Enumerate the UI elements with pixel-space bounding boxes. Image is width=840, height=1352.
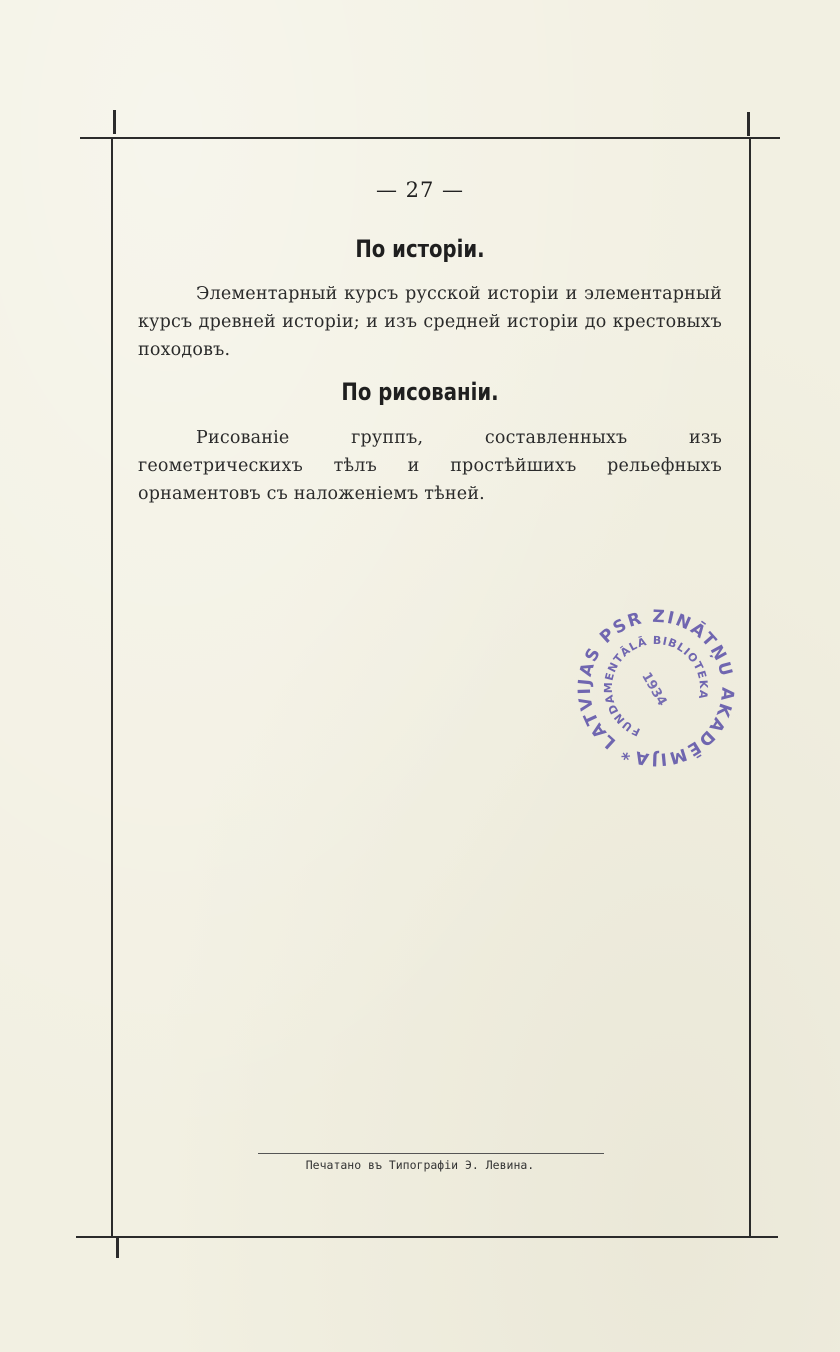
stamp-center-text: 1934: [638, 669, 670, 709]
section-body-history: Элементарный курсъ русской исторіи и элементарный курсъ древней исторіи; и изъ средней исторіи до крестовыхъ походовъ.: [138, 284, 722, 360]
section-heading-drawing: По рисованіи.: [341, 378, 499, 406]
printer-imprint: Печатано въ Типографіи Э. Левина.: [305, 1158, 535, 1172]
footer-rule: [258, 1153, 604, 1154]
frame-left-rule: [111, 137, 113, 1238]
stamp-outer-text: * LATVIJAS PSR ZINĀTŅU AKADĒMIJA: [574, 606, 738, 770]
frame-bottom-rule: [76, 1236, 778, 1238]
frame-tick-top-right: [747, 112, 750, 136]
section-heading-history: По исторіи.: [355, 235, 485, 263]
frame-tick-top-left: [113, 110, 116, 134]
frame-right-rule: [749, 137, 751, 1238]
frame-top-rule: [80, 137, 780, 139]
stamp-inner-text: FUNDAMENTĀLĀ BIBLIOTEKA: [601, 633, 711, 739]
library-stamp: [572, 604, 740, 772]
frame-tick-bottom-left: [116, 1238, 119, 1258]
page-number: — 27 —: [375, 178, 465, 202]
section-body-drawing: Рисованіе группъ, составленныхъ изъ геометрическихъ тѣлъ и простѣйшихъ рельефныхъ орнаментовъ съ наложеніемъ тѣней.: [138, 428, 722, 504]
